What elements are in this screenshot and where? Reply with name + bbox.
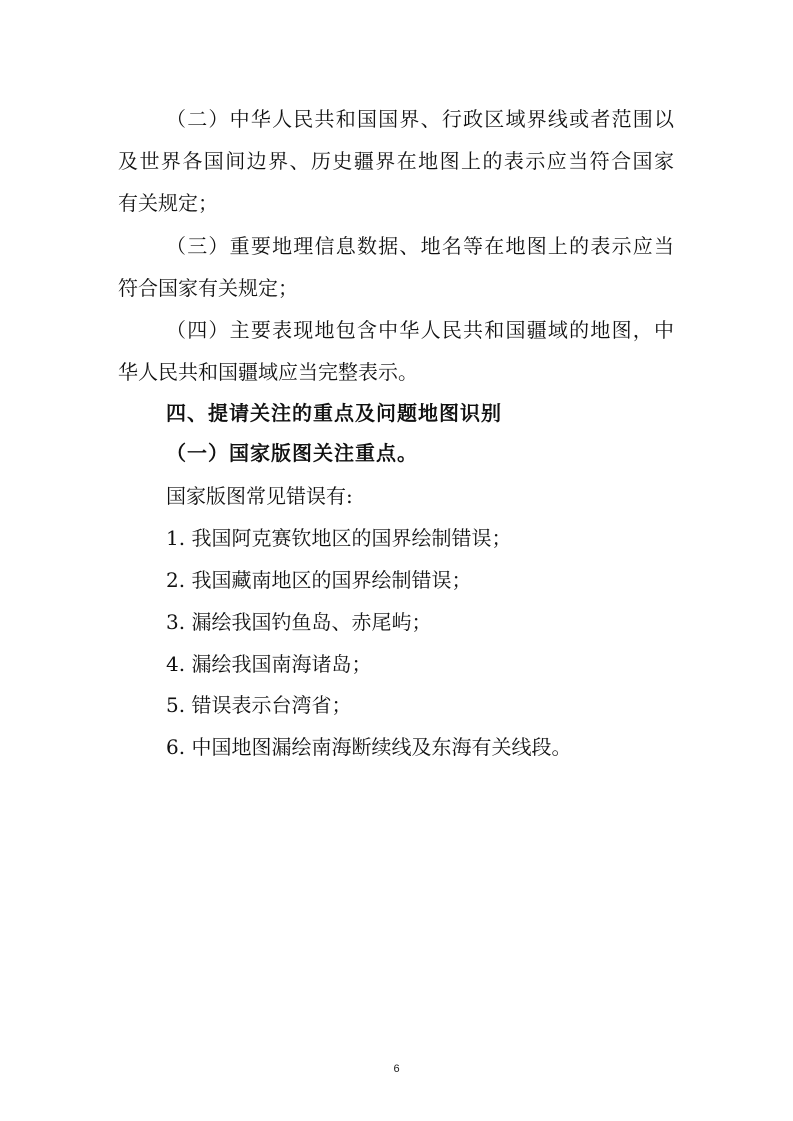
paragraph-2-line-3: 有关规定； (118, 191, 218, 215)
error-item-3: 3. 漏绘我国钓鱼岛、赤尾屿； (166, 610, 432, 634)
section-heading: 四、提请关注的重点及问题地图识别 (166, 401, 502, 425)
paragraph-4-line-1: （四）主要表现地包含中华人民共和国疆域的地图，中 (166, 318, 674, 342)
page-number: 6 (393, 1063, 400, 1075)
error-item-5: 5. 错误表示台湾省； (166, 693, 352, 717)
paragraph-3-line-2: 符合国家有关规定； (118, 276, 298, 300)
error-item-6: 6. 中国地图漏绘南海断续线及东海有关线段。 (166, 735, 572, 759)
paragraph-2-line-1: （二）中华人民共和国国界、行政区域界线或者范围以 (166, 107, 674, 131)
error-item-1: 1. 我国阿克赛钦地区的国界绘制错误； (166, 526, 512, 550)
paragraph-3-line-1: （三）重要地理信息数据、地名等在地图上的表示应当 (166, 234, 674, 258)
paragraph-2-line-2: 及世界各国间边界、历史疆界在地图上的表示应当符合国家 (118, 149, 674, 173)
list-intro: 国家版图常见错误有: (166, 484, 353, 508)
subsection-heading: （一）国家版图关注重点。 (166, 441, 418, 465)
error-item-2: 2. 我国藏南地区的国界绘制错误； (166, 568, 472, 592)
error-item-4: 4. 漏绘我国南海诸岛； (166, 652, 372, 676)
paragraph-4-line-2: 华人民共和国疆域应当完整表示。 (118, 360, 418, 384)
